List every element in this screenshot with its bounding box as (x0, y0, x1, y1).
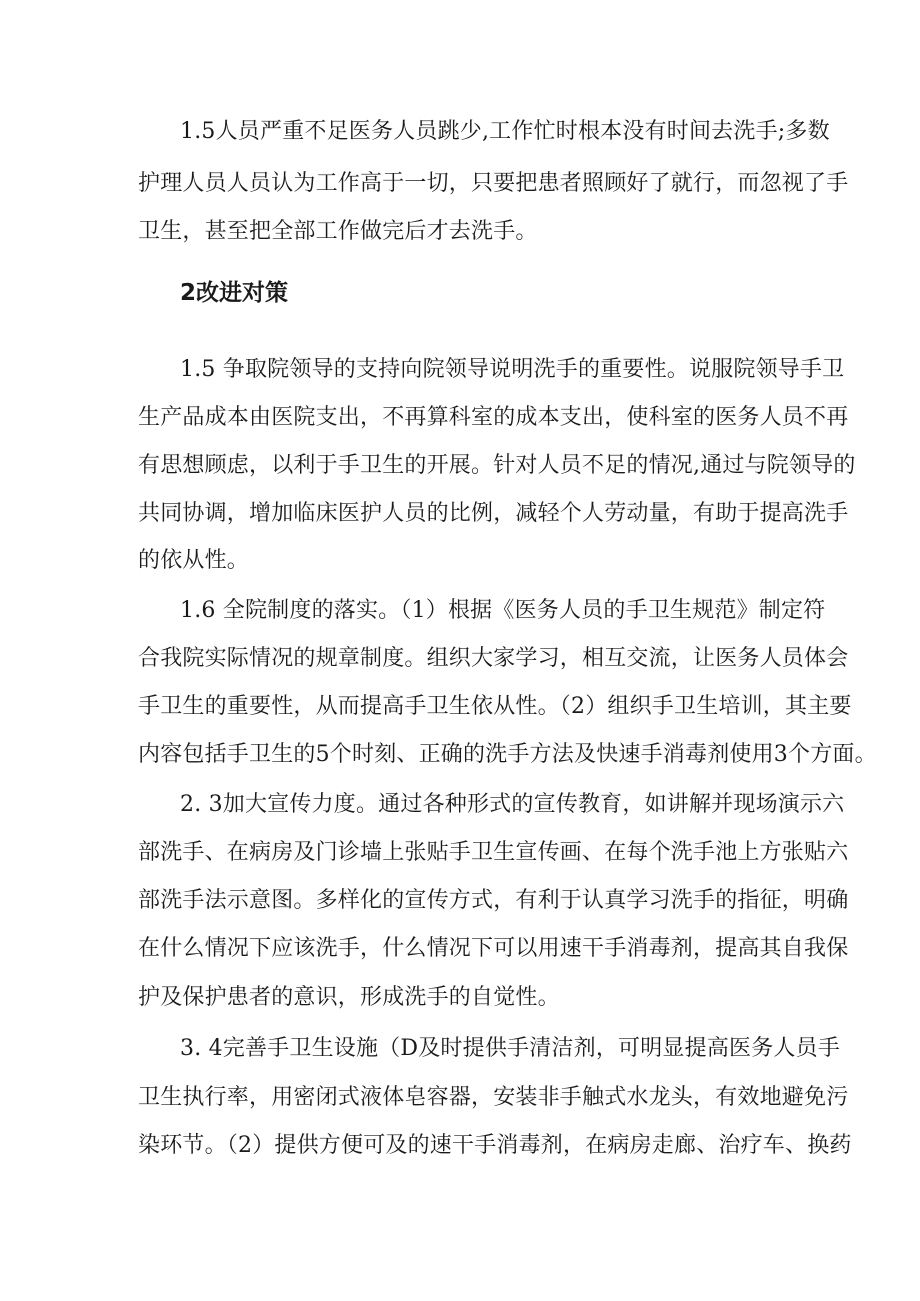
paragraph-5-line-2: 卫生执行率，用密闭式液体皂容器，安装非手触式水龙头，有效地避免污 (138, 1085, 849, 1110)
paragraph-3-line-1: 1.6 全院制度的落实。（1）根据《医务人员的手卫生规范》制定符 (180, 598, 826, 623)
paragraph-1-line-3: 卫生，甚至把全部工作做完后才去洗手。 (138, 219, 538, 244)
paragraph-4-line-2: 部洗手、在病房及门诊墙上张贴手卫生宣传画、在每个洗手池上方张贴六 (138, 840, 849, 865)
paragraph-3-line-2: 合我院实际情况的规章制度。组织大家学习，相互交流，让医务人员体会 (138, 646, 849, 671)
paragraph-2-line-4: 共同协调，增加临床医护人员的比例，减轻个人劳动量，有助于提高洗手 (138, 501, 849, 526)
paragraph-2-line-5: 的依从性。 (138, 548, 250, 573)
paragraph-2-line-2: 生产品成本由医院支出，不再算科室的成本支出，使科室的医务人员不再 (138, 405, 849, 430)
paragraph-1-line-1: 1.5人员严重不足医务人员跳少,工作忙时根本没有时间去洗手;多数 (180, 119, 830, 144)
paragraph-4-line-3: 部洗手法示意图。多样化的宣传方式，有利于认真学习洗手的指征，明确 (138, 888, 849, 913)
paragraph-3-line-4: 内容包括手卫生的5个时刻、正确的洗手方法及快速手消毒剂使用3个方面。 (138, 742, 877, 767)
paragraph-2-line-1: 1.5 争取院领导的支持向院领导说明洗手的重要性。说服院领导手卫 (180, 357, 845, 382)
paragraph-4-line-5: 护及保护患者的意识，形成洗手的自觉性。 (138, 985, 560, 1010)
paragraph-5-line-3: 染环节。（2）提供方便可及的速干手消毒剂，在病房走廊、治疗车、换药 (138, 1133, 852, 1158)
paragraph-2-line-3: 有思想顾虑，以利于手卫生的开展。针对人员不足的情况,通过与院领导的 (138, 453, 856, 478)
paragraph-1-line-2: 护理人员人员认为工作高于一切，只要把患者照顾好了就行，而忽视了手 (138, 171, 849, 196)
paragraph-5-line-1: 3. 4完善手卫生设施（D及时提供手清洁剂，可明显提高医务人员手 (180, 1036, 841, 1061)
paragraph-4-line-1: 2. 3加大宣传力度。通过各种形式的宣传教育，如讲解并现场演示六 (180, 792, 845, 817)
section-heading: 2改进对策 (180, 280, 289, 306)
paragraph-3-line-3: 手卫生的重要性，从而提高手卫生依从性。（2）组织手卫生培训，其主要 (138, 694, 852, 719)
paragraph-4-line-4: 在什么情况下应该洗手，什么情况下可以用速干手消毒剂，提高其自我保 (138, 936, 849, 961)
